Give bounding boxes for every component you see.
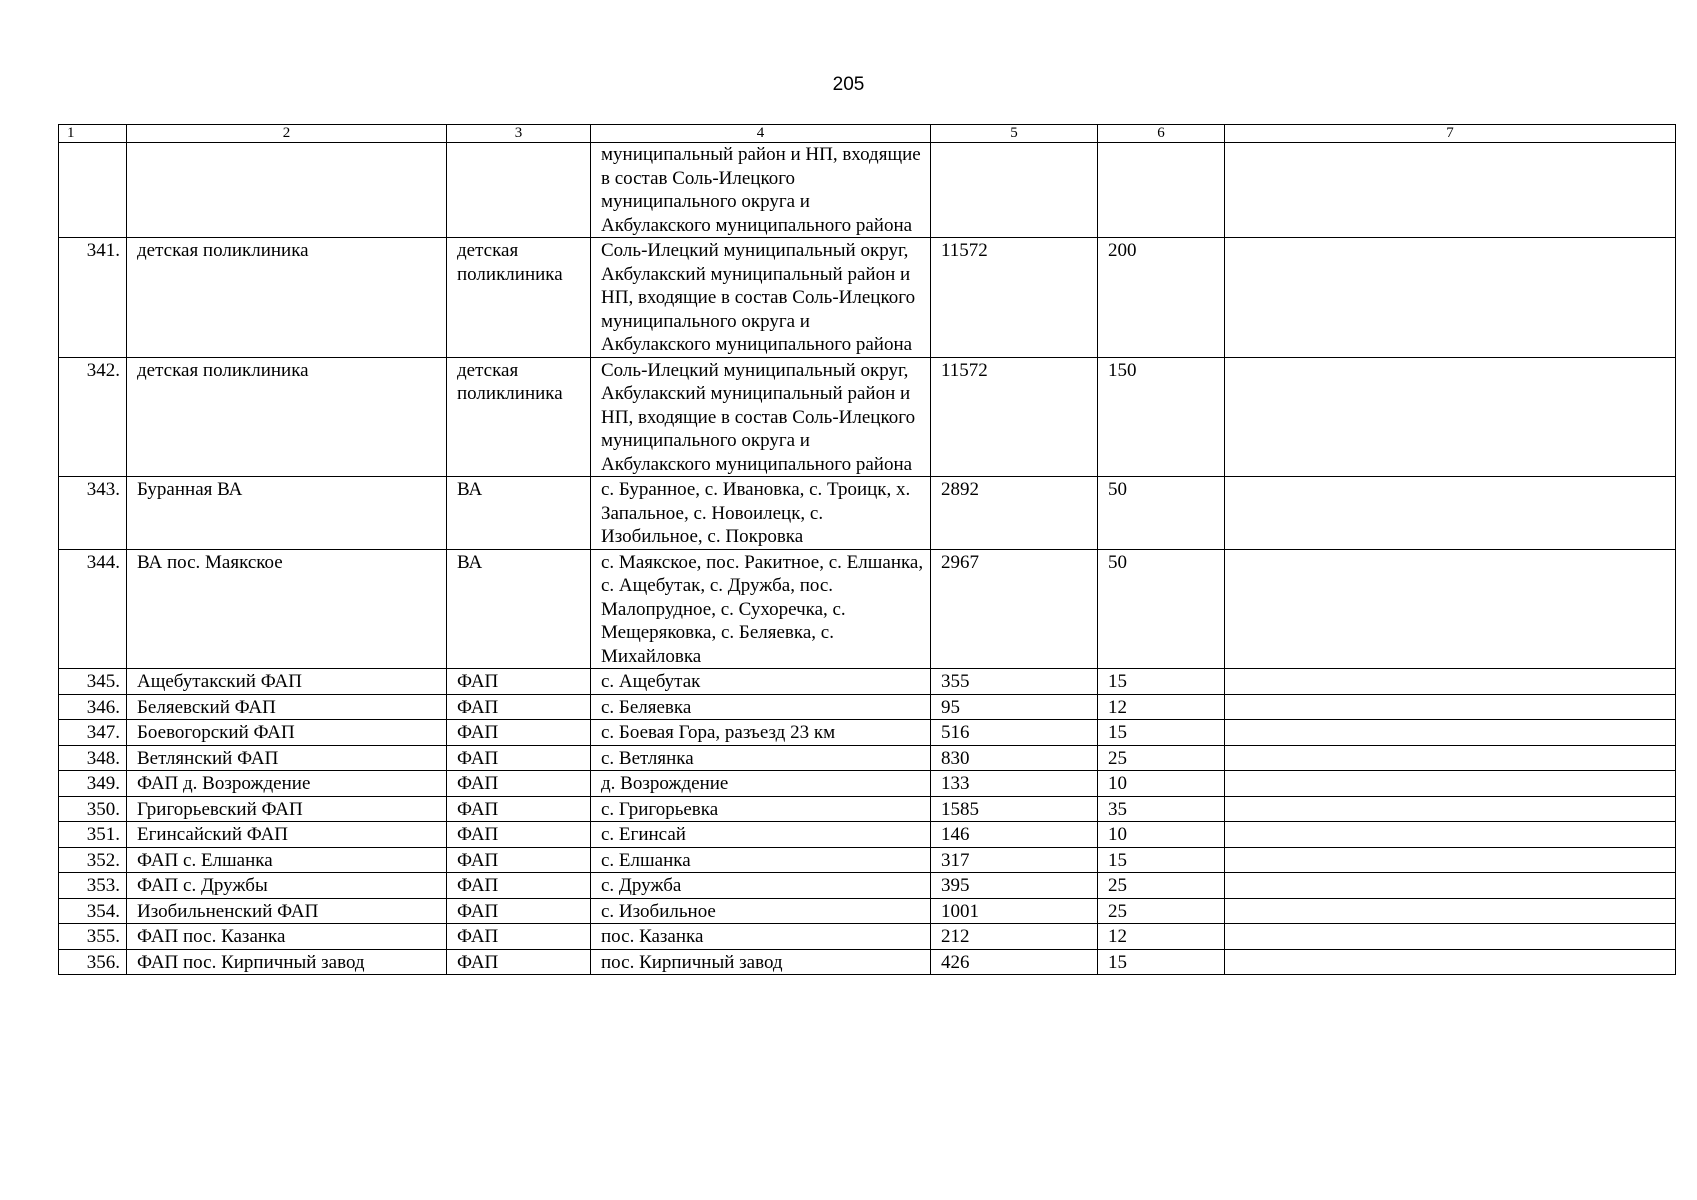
cell-name: ВА пос. Маякское bbox=[127, 549, 447, 669]
cell-name: ФАП д. Возрождение bbox=[127, 771, 447, 797]
cell-num: 343. bbox=[59, 477, 127, 550]
cell-address: с. Боевая Гора, разъезд 23 км bbox=[591, 720, 931, 746]
cell-name: ФАП с. Елшанка bbox=[127, 847, 447, 873]
cell-population: 133 bbox=[931, 771, 1098, 797]
header-col-5: 5 bbox=[931, 125, 1098, 143]
cell-address: Соль-Илецкий муниципальный округ, Акбулакский муниципальный район и НП, входящие в состав Соль-Илецкого муниципального округа и Акбулакского муниципального района bbox=[591, 357, 931, 477]
cell-address: с. Беляевка bbox=[591, 694, 931, 720]
cell-address: с. Дружба bbox=[591, 873, 931, 899]
cell-population: 1585 bbox=[931, 796, 1098, 822]
table-row bbox=[59, 669, 1676, 695]
table-row bbox=[59, 822, 1676, 848]
cell-population: 426 bbox=[931, 949, 1098, 975]
cell-address: с. Изобильное bbox=[591, 898, 931, 924]
cell-population bbox=[931, 143, 1098, 238]
cell-address: д. Возрождение bbox=[591, 771, 931, 797]
cell-type: ФАП bbox=[447, 669, 591, 695]
cell-note bbox=[1225, 357, 1676, 477]
cell-capacity: 15 bbox=[1098, 669, 1225, 695]
table-row bbox=[59, 924, 1676, 950]
cell-address: с. Ветлянка bbox=[591, 745, 931, 771]
cell-note bbox=[1225, 822, 1676, 848]
table-row bbox=[59, 549, 1676, 669]
cell-note bbox=[1225, 669, 1676, 695]
cell-note bbox=[1225, 873, 1676, 899]
cell-capacity: 200 bbox=[1098, 238, 1225, 358]
cell-type: ФАП bbox=[447, 694, 591, 720]
cell-name: Егинсайский ФАП bbox=[127, 822, 447, 848]
cell-num: 342. bbox=[59, 357, 127, 477]
cell-note bbox=[1225, 694, 1676, 720]
header-col-1: 1 bbox=[59, 125, 127, 143]
cell-num: 345. bbox=[59, 669, 127, 695]
header-col-2: 2 bbox=[127, 125, 447, 143]
cell-capacity: 12 bbox=[1098, 694, 1225, 720]
cell-note bbox=[1225, 924, 1676, 950]
cell-address: муниципальный район и НП, входящие в состав Соль-Илецкого муниципального округа и Акбулакского муниципального района bbox=[591, 143, 931, 238]
table-row bbox=[59, 357, 1676, 477]
cell-num bbox=[59, 143, 127, 238]
cell-num: 350. bbox=[59, 796, 127, 822]
cell-name: Беляевский ФАП bbox=[127, 694, 447, 720]
cell-capacity: 15 bbox=[1098, 720, 1225, 746]
cell-note bbox=[1225, 796, 1676, 822]
cell-note bbox=[1225, 745, 1676, 771]
cell-name: Григорьевский ФАП bbox=[127, 796, 447, 822]
cell-address: с. Ащебутак bbox=[591, 669, 931, 695]
cell-name: детская поликлиника bbox=[127, 238, 447, 358]
cell-type: ВА bbox=[447, 549, 591, 669]
cell-name: ФАП с. Дружбы bbox=[127, 873, 447, 899]
cell-note bbox=[1225, 143, 1676, 238]
table-row bbox=[59, 477, 1676, 550]
header-col-7: 7 bbox=[1225, 125, 1676, 143]
cell-population: 830 bbox=[931, 745, 1098, 771]
cell-capacity: 15 bbox=[1098, 847, 1225, 873]
cell-population: 355 bbox=[931, 669, 1098, 695]
cell-num: 356. bbox=[59, 949, 127, 975]
cell-num: 348. bbox=[59, 745, 127, 771]
cell-population: 146 bbox=[931, 822, 1098, 848]
cell-num: 351. bbox=[59, 822, 127, 848]
cell-type: ФАП bbox=[447, 847, 591, 873]
cell-note bbox=[1225, 238, 1676, 358]
cell-type: ФАП bbox=[447, 720, 591, 746]
table-row bbox=[59, 847, 1676, 873]
cell-type: детская поликлиника bbox=[447, 357, 591, 477]
cell-population: 516 bbox=[931, 720, 1098, 746]
cell-type: ФАП bbox=[447, 873, 591, 899]
table-row bbox=[59, 796, 1676, 822]
cell-note bbox=[1225, 771, 1676, 797]
page-number: 205 bbox=[832, 74, 865, 95]
cell-capacity: 25 bbox=[1098, 898, 1225, 924]
cell-type: ВА bbox=[447, 477, 591, 550]
cell-address: пос. Казанка bbox=[591, 924, 931, 950]
cell-population: 317 bbox=[931, 847, 1098, 873]
cell-capacity: 50 bbox=[1098, 477, 1225, 550]
cell-population: 395 bbox=[931, 873, 1098, 899]
cell-name bbox=[127, 143, 447, 238]
cell-address: с. Маякское, пос. Ракитное, с. Елшанка, с. Ащебутак, с. Дружба, пос. Малопрудное, с. Сухоречка, с. Мещеряковка, с. Беляевка, с. Михайловка bbox=[591, 549, 931, 669]
cell-address: Соль-Илецкий муниципальный округ, Акбулакский муниципальный район и НП, входящие в состав Соль-Илецкого муниципального округа и Акбулакского муниципального района bbox=[591, 238, 931, 358]
cell-address: с. Егинсай bbox=[591, 822, 931, 848]
cell-population: 2892 bbox=[931, 477, 1098, 550]
cell-population: 212 bbox=[931, 924, 1098, 950]
cell-name: детская поликлиника bbox=[127, 357, 447, 477]
cell-type: ФАП bbox=[447, 822, 591, 848]
cell-type: ФАП bbox=[447, 924, 591, 950]
cell-num: 354. bbox=[59, 898, 127, 924]
header-col-6: 6 bbox=[1098, 125, 1225, 143]
cell-address: с. Буранное, с. Ивановка, с. Троицк, х. Запальное, с. Новоилецк, с. Изобильное, с. Покровка bbox=[591, 477, 931, 550]
cell-num: 355. bbox=[59, 924, 127, 950]
cell-type: ФАП bbox=[447, 949, 591, 975]
table-row bbox=[59, 949, 1676, 975]
table-row bbox=[59, 771, 1676, 797]
cell-name: Изобильненский ФАП bbox=[127, 898, 447, 924]
cell-num: 353. bbox=[59, 873, 127, 899]
cell-name: ФАП пос. Кирпичный завод bbox=[127, 949, 447, 975]
cell-capacity bbox=[1098, 143, 1225, 238]
table-row bbox=[59, 694, 1676, 720]
cell-note bbox=[1225, 477, 1676, 550]
cell-capacity: 10 bbox=[1098, 822, 1225, 848]
cell-population: 1001 bbox=[931, 898, 1098, 924]
cell-type: ФАП bbox=[447, 745, 591, 771]
cell-type: ФАП bbox=[447, 796, 591, 822]
cell-num: 347. bbox=[59, 720, 127, 746]
column-number-header bbox=[59, 125, 1676, 143]
cell-address: пос. Кирпичный завод bbox=[591, 949, 931, 975]
cell-type bbox=[447, 143, 591, 238]
cell-name: Боевогорский ФАП bbox=[127, 720, 447, 746]
cell-capacity: 150 bbox=[1098, 357, 1225, 477]
cell-capacity: 25 bbox=[1098, 873, 1225, 899]
table-row bbox=[59, 898, 1676, 924]
cell-note bbox=[1225, 847, 1676, 873]
header-col-4: 4 bbox=[591, 125, 931, 143]
cell-note bbox=[1225, 720, 1676, 746]
cell-population: 95 bbox=[931, 694, 1098, 720]
cell-population: 11572 bbox=[931, 238, 1098, 358]
continuation-row bbox=[59, 143, 1676, 238]
cell-name: Буранная ВА bbox=[127, 477, 447, 550]
cell-capacity: 50 bbox=[1098, 549, 1225, 669]
cell-note bbox=[1225, 898, 1676, 924]
cell-note bbox=[1225, 949, 1676, 975]
cell-type: ФАП bbox=[447, 898, 591, 924]
cell-name: ФАП пос. Казанка bbox=[127, 924, 447, 950]
table-row bbox=[59, 745, 1676, 771]
cell-capacity: 35 bbox=[1098, 796, 1225, 822]
cell-name: Ветлянский ФАП bbox=[127, 745, 447, 771]
cell-num: 346. bbox=[59, 694, 127, 720]
facilities-table bbox=[58, 124, 1676, 975]
header-col-3: 3 bbox=[447, 125, 591, 143]
cell-capacity: 15 bbox=[1098, 949, 1225, 975]
cell-num: 344. bbox=[59, 549, 127, 669]
cell-capacity: 25 bbox=[1098, 745, 1225, 771]
cell-capacity: 10 bbox=[1098, 771, 1225, 797]
cell-type: детская поликлиника bbox=[447, 238, 591, 358]
table-row bbox=[59, 720, 1676, 746]
cell-address: с. Григорьевка bbox=[591, 796, 931, 822]
cell-note bbox=[1225, 549, 1676, 669]
cell-num: 349. bbox=[59, 771, 127, 797]
cell-population: 2967 bbox=[931, 549, 1098, 669]
cell-type: ФАП bbox=[447, 771, 591, 797]
cell-capacity: 12 bbox=[1098, 924, 1225, 950]
cell-population: 11572 bbox=[931, 357, 1098, 477]
table-row bbox=[59, 238, 1676, 358]
cell-num: 341. bbox=[59, 238, 127, 358]
cell-address: с. Елшанка bbox=[591, 847, 931, 873]
cell-name: Ащебутакский ФАП bbox=[127, 669, 447, 695]
cell-num: 352. bbox=[59, 847, 127, 873]
table-row bbox=[59, 873, 1676, 899]
